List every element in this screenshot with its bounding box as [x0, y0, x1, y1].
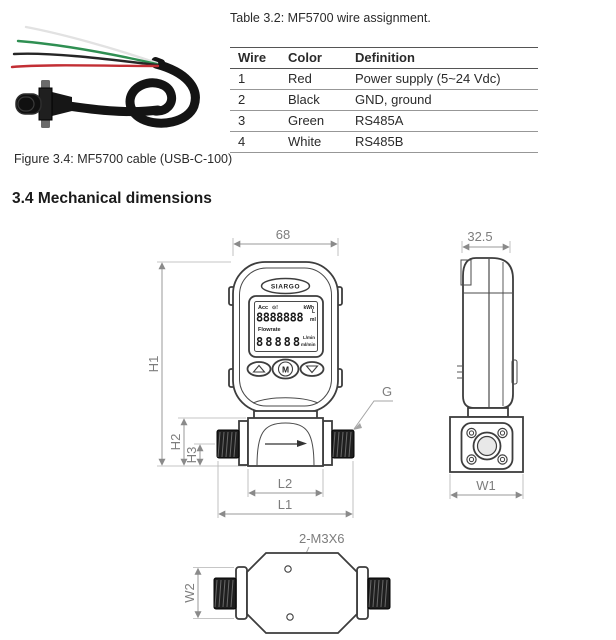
front-view — [146, 227, 393, 518]
dim-h3: H3 — [184, 446, 199, 464]
table-cell: 3 — [230, 111, 288, 132]
table-cell: GND, ground — [355, 90, 538, 111]
lcd-acc-label: Acc — [258, 305, 269, 311]
lcd-unit-lmin: L/min — [303, 335, 315, 340]
column-header-wire: Wire — [230, 48, 288, 69]
wire-red — [12, 65, 158, 67]
lcd-unit-ml: ml — [310, 317, 316, 323]
lcd-energy-unit: kWh — [303, 305, 314, 311]
dim-side-width: 32.5 — [467, 229, 493, 244]
table-cell: 1 — [230, 69, 288, 90]
table-cell: RS485B — [355, 132, 538, 153]
flange-plate — [357, 567, 368, 619]
port-bore — [478, 437, 497, 456]
lcd-flowrate-label: Flowrate — [258, 327, 281, 333]
wire-green — [18, 41, 157, 64]
dim-h2: H2 — [168, 433, 183, 451]
column-header-color: Color — [288, 48, 355, 69]
thread-fitting-right — [332, 430, 354, 458]
dim-w2: W2 — [182, 583, 197, 603]
table-cell: 4 — [230, 132, 288, 153]
lcd-unit-l: L — [312, 309, 316, 315]
thread-fitting-right — [368, 578, 390, 609]
brand-logo: SIARGO — [270, 283, 301, 291]
table-row — [230, 69, 538, 90]
dim-g: G — [382, 384, 393, 399]
table-cell: Black — [288, 90, 355, 111]
side-neck — [468, 408, 508, 417]
table-row — [230, 111, 538, 132]
figure-caption: Figure 3.4: MF5700 cable (USB-C-100) — [14, 152, 233, 166]
table-cell: RS485A — [355, 111, 538, 132]
down-button — [301, 362, 324, 376]
lcd-status-icons: ⊙! — [272, 305, 278, 311]
flange-nut — [239, 421, 248, 465]
dim-front-width: 68 — [275, 227, 291, 242]
lcd-flow-digits: 88888 — [256, 335, 303, 349]
mounting-hole — [285, 566, 291, 572]
flange-nut — [323, 421, 332, 465]
cable-photo — [8, 22, 204, 150]
flange-plate — [236, 567, 247, 619]
wire-assignment-table — [230, 10, 538, 153]
bottom-view — [182, 531, 390, 633]
table-title: Table 3.2: MF5700 wire assignment. — [230, 11, 431, 25]
usb-c-connector — [16, 80, 72, 128]
dim-l2: L2 — [277, 476, 293, 491]
column-header-definition: Definition — [355, 48, 538, 69]
table-cell: Power supply (5~24 Vdc) — [355, 69, 538, 90]
button-row — [248, 360, 324, 379]
table-cell: 2 — [230, 90, 288, 111]
dim-screw-note: 2-M3X6 — [299, 531, 345, 546]
dim-h1: H1 — [146, 355, 161, 373]
lcd-total-digits: 8888888 — [256, 310, 304, 325]
bottom-body-outline — [247, 553, 357, 633]
dim-w1: W1 — [476, 478, 496, 493]
cable-wires — [12, 27, 158, 67]
mounting-hole — [287, 614, 293, 620]
table-row — [230, 90, 538, 111]
side-view — [450, 229, 523, 499]
table-cell: Red — [288, 69, 355, 90]
mode-button-label: M — [281, 364, 290, 375]
lcd-display — [249, 296, 323, 357]
section-heading: 3.4 Mechanical dimensions — [12, 190, 212, 207]
dim-l1: L1 — [277, 497, 293, 512]
thread-fitting-left — [214, 578, 236, 609]
thread-fitting-left — [217, 430, 239, 458]
up-button — [248, 362, 271, 376]
table-cell: Green — [288, 111, 355, 132]
mechanical-drawing — [0, 220, 616, 640]
table-cell: White — [288, 132, 355, 153]
table-row — [230, 132, 538, 153]
lcd-unit-mlmin: ml/min — [301, 342, 316, 347]
